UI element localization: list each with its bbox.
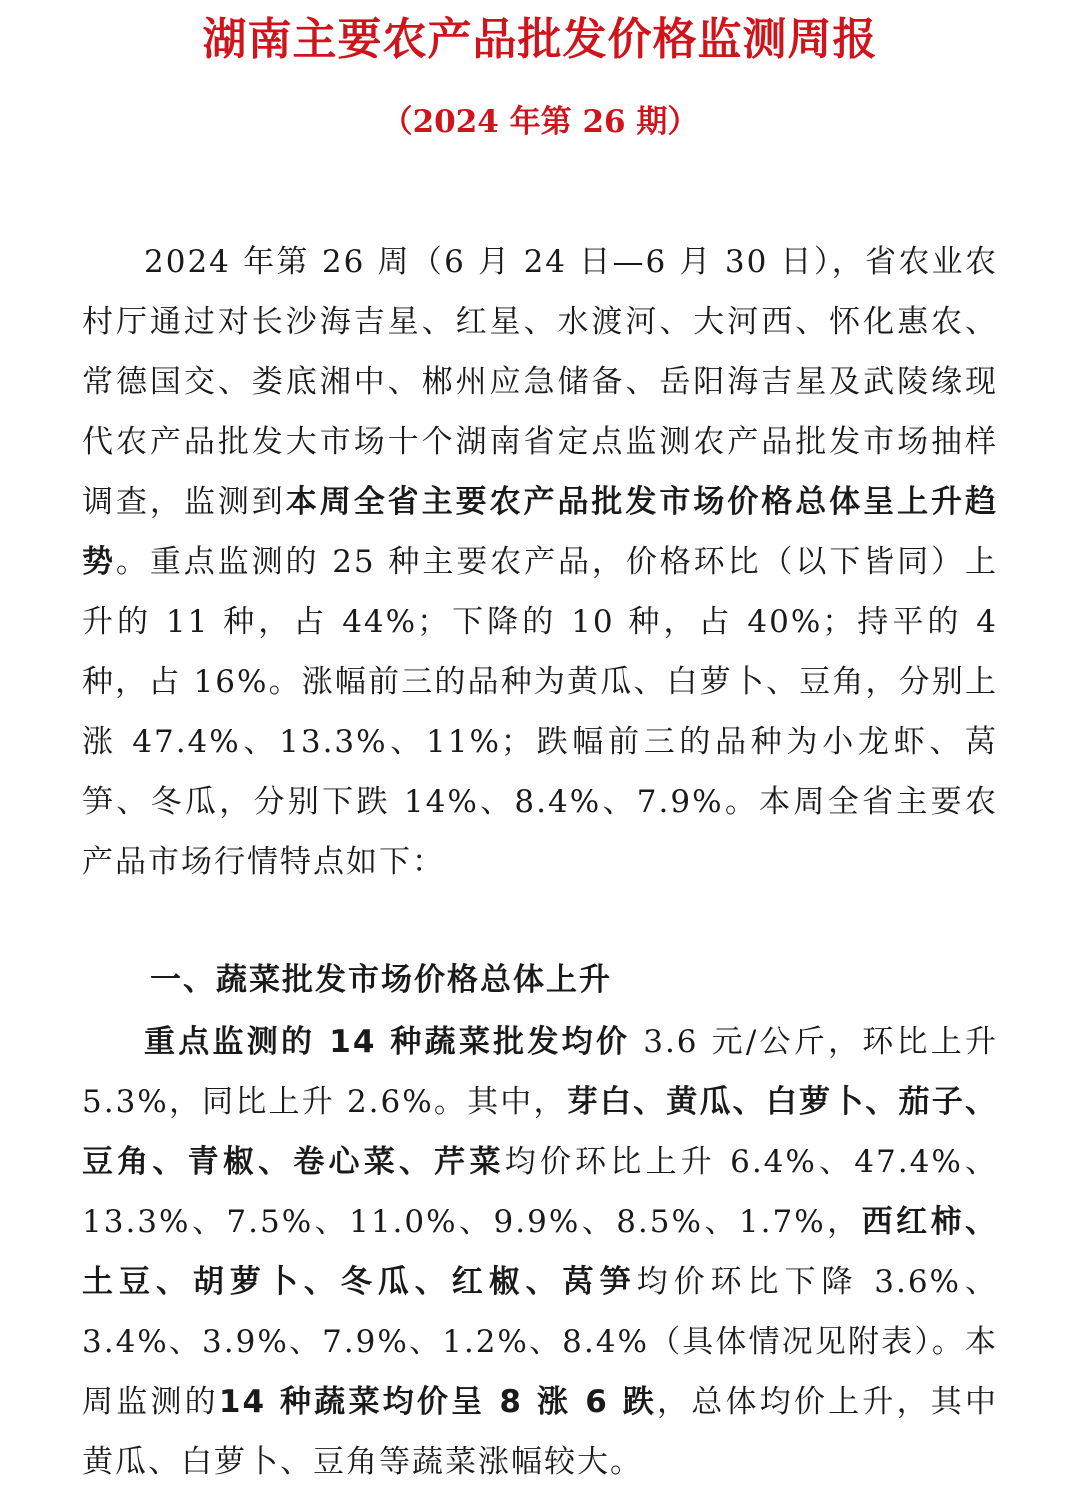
intro-text-2: 。重点监测的 25 种主要农产品，价格环比（以下皆同）上升的 11 种，占 44%；下降的 10 种，占 40%；持平的 4 种，占 16%。涨幅前三的品种为黄瓜、白萝卜、豆角，分别上涨 47.4%、13.3%、11%；跌幅前三的品种为小龙虾、莴笋、冬瓜，分别下跌 14%、8.4%、7.9%。本周全省主要农产品市场行情特点如下： — [82, 544, 999, 880]
veg-falling-items: 西红柿、土豆、胡萝卜、冬瓜、红椒、莴笋 — [82, 1204, 999, 1300]
veg-text-4: ，总体均价上升，其中黄瓜、白萝卜、豆角等蔬菜涨幅较大。 — [82, 1384, 999, 1480]
section-heading-vegetables: 一、蔬菜批发市场价格总体上升 — [150, 962, 612, 998]
veg-bold-1: 重点监测的 14 种蔬菜批发均价 — [144, 1024, 631, 1060]
report-title: 湖南主要农产品批发价格监测周报 — [202, 14, 878, 65]
vegetables-paragraph — [82, 1012, 998, 1492]
veg-text-3: 均价环比下降 3.6%、3.4%、3.9%、7.9%、1.2%、8.4%（具体情况见附表）。本周监测的 — [82, 1264, 998, 1420]
veg-text-2: 均价环比上升 6.4%、47.4%、13.3%、7.5%、11.0%、9.9%、8.5%、1.7%， — [82, 1144, 999, 1240]
intro-paragraph — [82, 232, 998, 892]
veg-text-1: 3.6 元/公斤，环比上升 5.3%，同比上升 2.6%。其中， — [82, 1024, 998, 1120]
issue-number: （2024 年第 26 期） — [381, 104, 699, 140]
veg-summary-bold: 14 种蔬菜均价呈 8 涨 6 跌 — [218, 1384, 658, 1420]
veg-rising-items: 芽白、黄瓜、白萝卜、茄子、豆角、青椒、卷心菜、芹菜 — [82, 1084, 998, 1180]
intro-text-1: 2024 年第 26 周（6 月 24 日—6 月 30 日），省农业农村厅通过对长沙海吉星、红星、水渡河、大河西、怀化惠农、常德国交、娄底湘中、郴州应急储备、岳阳海吉星及武陵缘现代农产品批发大市场十个湖南省定点监测农产品批发市场抽样调查，监测到 — [82, 244, 998, 520]
intro-summary-bold: 本周全省主要农产品批发市场价格总体呈上升趋势 — [82, 484, 999, 580]
